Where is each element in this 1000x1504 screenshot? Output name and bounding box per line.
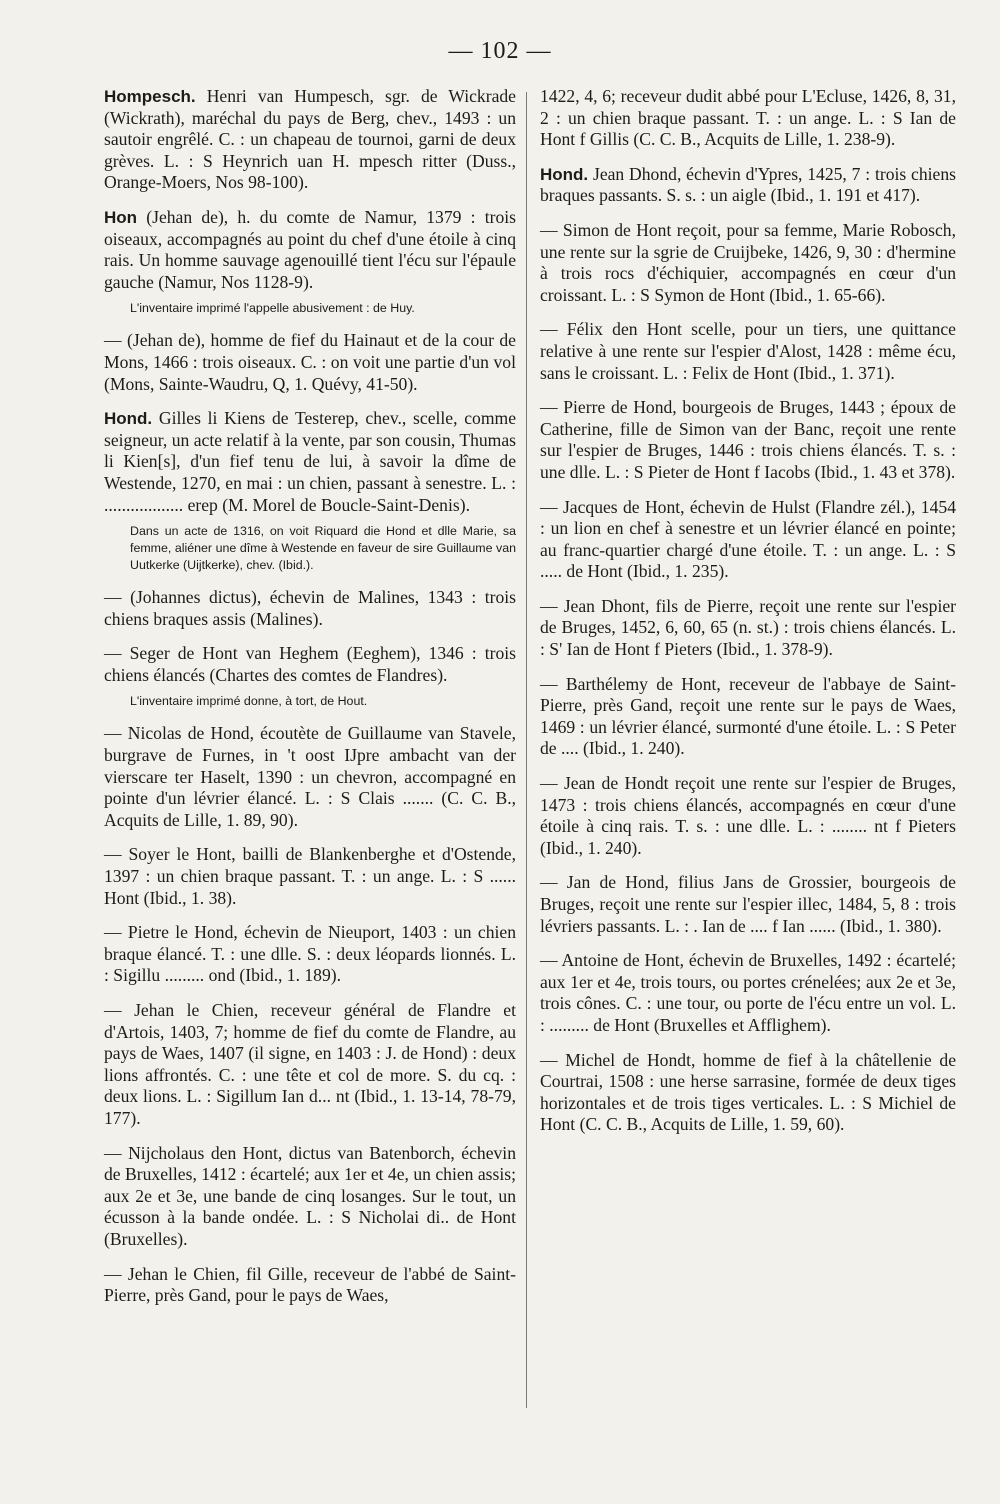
entry-text: — Simon de Hont reçoit, pour sa femme, Marie Robosch, une rente sur la sgrie de Cruijbeke, 1426, 9, 30 : d'hermine à trois rocs d'échiquier, accompagnés en cœur d'un croissant. L. : S Symon de Hont (Ibid., 1. 65-66).	[540, 219, 956, 305]
entry-text: Henri van Humpesch, sgr. de Wickrade (Wickrath), maréchal du pays de Berg, chev., 1493 : un sautoir engrêlé. C. : un chapeau de tournoi, garni de deux grèves. L. : S Heynrich uan H. mpesch ritter (Duss., Orange-Moers, Nos 98-100).	[104, 86, 516, 193]
entry-heading: Hompesch.	[104, 87, 196, 106]
entry-text: — Antoine de Hont, échevin de Bruxelles, 1492 : écartelé; aux 1er et 4e, trois tours, ou portes crénelées; aux 2e et 3e, trois cônes. C. : une tour, ou porte de l'écu entre un vol. L. : ......... de Hont (Bruxelles et Afflighem).	[540, 950, 956, 1035]
entry-paragraph	[104, 1143, 516, 1251]
entry-paragraph	[540, 397, 956, 483]
entry-text: — Félix den Hont scelle, pour un tiers, une quittance relative à une rente sur l'espier d'Alost, 1428 : même écu, sans le croissant. L. : Felix de Hont (Ibid., 1. 371).	[540, 319, 956, 383]
footnote	[104, 523, 516, 574]
entry-paragraph	[104, 408, 516, 516]
footnote	[104, 300, 516, 317]
entry-text: Gilles li Kiens de Testerep, chev., scelle, comme seigneur, un acte relatif à la vente, par son cousin, Thumas li Kien[s], d'un fief tenu de lui, à savoir la dîme de Westende, 1270, en mai : un chien, passant à senestre. L. : .................. erep (M. Morel de Boucle-Saint-Denis).	[104, 408, 516, 515]
entry-heading: Hon	[104, 207, 138, 227]
entry-paragraph	[104, 86, 516, 194]
entry-paragraph	[104, 643, 516, 686]
entry-paragraph	[540, 164, 956, 207]
entry-text: Jean Dhond, échevin d'Ypres, 1425, 7 : trois chiens braques passants. S. s. : un aigle (Ibid., 1. 191 et 417).	[540, 163, 956, 206]
entry-text: — Jean de Hondt reçoit une rente sur l'espier de Bruges, 1473 : trois chiens élancés, accompagnés en cœur d'une étoile à cinq rais. T. s. : une dlle. L. : ........ nt f Pieters (Ibid., 1. 240).	[540, 773, 956, 858]
entry-heading: Hond.	[104, 409, 153, 429]
entry-text: — Jehan le Chien, receveur général de Flandre et d'Artois, 1403, 7; homme de fief du comte de Flandre, au pays de Waes, 1407 (il signe, en 1403 : J. de Hond) : deux lions affrontés. C. : une tête et col de more. S. du cq. : deux lions. L. : Sigillum Ian d... nt (Ibid., 1. 13-14, 78-79, 177).	[104, 1000, 516, 1128]
footnote	[104, 693, 516, 710]
entry-paragraph	[104, 207, 516, 293]
entry-text: — Jan de Hond, filius Jans de Grossier, bourgeois de Bruges, reçoit une rente sur l'espier illec, 1484, 5, 8 : trois lévriers passants. L. : . Ian de .... f Ian ...... (Ibid., 1. 380).	[540, 872, 956, 936]
entry-text: (Jehan de), h. du comte de Namur, 1379 : trois oiseaux, accompagnés au point du chef d'une étoile à cinq rais. Un homme sauvage agenouillé tient l'écu sur l'épaule gauche (Namur, Nos 1128-9).	[104, 206, 516, 292]
entry-text: L'inventaire imprimé donne, à tort, de Hout.	[130, 694, 368, 709]
entry-text: — Nicolas de Hond, écoutète de Guillaume van Stavele, burgrave de Furnes, in 't oost IJpre ambacht van der vierscare ter Haselt, 1390 : un chevron, accompagné en pointe d'un lévrier élancé. L. : S Clais ....... (C. C. B., Acquits de Lille, 1. 89, 90).	[104, 723, 516, 830]
entry-text: — (Johannes dictus), échevin de Malines, 1343 : trois chiens braques assis (Malines).	[104, 587, 516, 629]
entry-text: L'inventaire imprimé l'appelle abusivement : de Huy.	[130, 301, 415, 316]
entry-text: — Seger de Hont van Heghem (Eeghem), 1346 : trois chiens élancés (Chartes des comtes de Flandres).	[104, 643, 516, 685]
entry-paragraph	[540, 86, 956, 151]
entry-text: — (Jehan de), homme de fief du Hainaut et de la cour de Mons, 1466 : trois oiseaux. C. : on voit une partie d'un vol (Mons, Sainte-Waudru, Q, 1. Quévy, 41-50).	[104, 330, 516, 394]
entry-paragraph	[104, 330, 516, 395]
entry-paragraph	[540, 1050, 956, 1136]
entry-text: — Pierre de Hond, bourgeois de Bruges, 1443 ; époux de Catherine, fille de Simon van der Banc, reçoit une rente sur l'espier de Bruges, 1446 : trois chiens élancés. T. s. : une dlle. L. : S Pieter de Hont f Iacobs (Ibid., 1. 43 et 378).	[540, 397, 956, 482]
column-divider	[526, 92, 527, 1408]
entry-paragraph	[540, 497, 956, 583]
entry-paragraph	[104, 844, 516, 909]
entry-text: — Nijcholaus den Hont, dictus van Batenborch, échevin de Bruxelles, 1412 : écartelé; aux 1er et 4e, un chien assis; aux 2e et 3e, une bande de cinq losanges. Sur le tout, un écusson à la bande ondée. L. : S Nicholai di.. de Hont (Bruxelles).	[104, 1142, 516, 1249]
entry-text: — Pietre le Hond, échevin de Nieuport, 1403 : un chien braque élancé. T. : une dlle. S. : deux léopards lionnés. L. : Sigillu ......... ond (Ibid., 1. 189).	[104, 922, 516, 986]
entry-paragraph	[540, 674, 956, 760]
right-column	[540, 86, 956, 1149]
entry-heading: Hond.	[540, 164, 589, 184]
entry-text: — Michel de Hondt, homme de fief à la châtellenie de Courtrai, 1508 : une herse sarrasine, formée de deux tiges horizontales et de trois tiges verticales. L. : S Michiel de Hont (C. C. B., Acquits de Lille, 1. 59, 60).	[540, 1049, 956, 1135]
entry-text: Dans un acte de 1316, on voit Riquard die Hond et dlle Marie, sa femme, aliéner une dîme à Westende en faveur de sire Guillaume van Uutkerke (Uijtkerke), chev. (Ibid.).	[130, 524, 516, 573]
entry-text: — Barthélemy de Hont, receveur de l'abbaye de Saint-Pierre, près Gand, reçoit une rente sur le pays de Waes, 1469 : un lévrier élancé, surmonté d'une étoile. L. : S Peter de .... (Ibid., 1. 240).	[540, 673, 956, 759]
entry-paragraph	[540, 319, 956, 384]
entry-paragraph	[540, 596, 956, 661]
entry-paragraph	[540, 220, 956, 306]
left-column	[104, 86, 516, 1320]
entry-paragraph	[104, 1000, 516, 1130]
entry-paragraph	[540, 872, 956, 937]
entry-paragraph	[104, 587, 516, 630]
entry-paragraph	[104, 723, 516, 831]
entry-text: 1422, 4, 6; receveur dudit abbé pour L'Ecluse, 1426, 8, 31, 2 : un chien braque passant. T. : un ange. L. : S Ian de Hont f Gillis (C. C. B., Acquits de Lille, 1. 238-9).	[540, 86, 956, 150]
entry-paragraph	[104, 1264, 516, 1307]
entry-paragraph	[540, 950, 956, 1036]
entry-text: — Soyer le Hont, bailli de Blankenberghe et d'Ostende, 1397 : un chien braque passant. T. : un ange. L. : S ...... Hont (Ibid., 1. 38).	[104, 844, 516, 908]
entry-text: — Jean Dhont, fils de Pierre, reçoit une rente sur l'espier de Bruges, 1452, 6, 60, 65 (n. st.) : trois chiens élancés. L. : S' Ian de Hont f Pieters (Ibid., 1. 378-9).	[540, 595, 956, 660]
page-number: — 102 —	[448, 38, 552, 64]
entry-text: — Jacques de Hont, échevin de Hulst (Flandre zél.), 1454 : un lion en chef à senestre et un lévrier élancé en pointe; au franc-quartier chargé d'une étoile. T. : un ange. L. : S ..... de Hont (Ibid., 1. 235).	[540, 496, 956, 582]
entry-paragraph	[540, 773, 956, 859]
entry-paragraph	[104, 922, 516, 987]
entry-text: — Jehan le Chien, fil Gille, receveur de l'abbé de Saint-Pierre, près Gand, pour le pays de Waes,	[104, 1263, 516, 1306]
